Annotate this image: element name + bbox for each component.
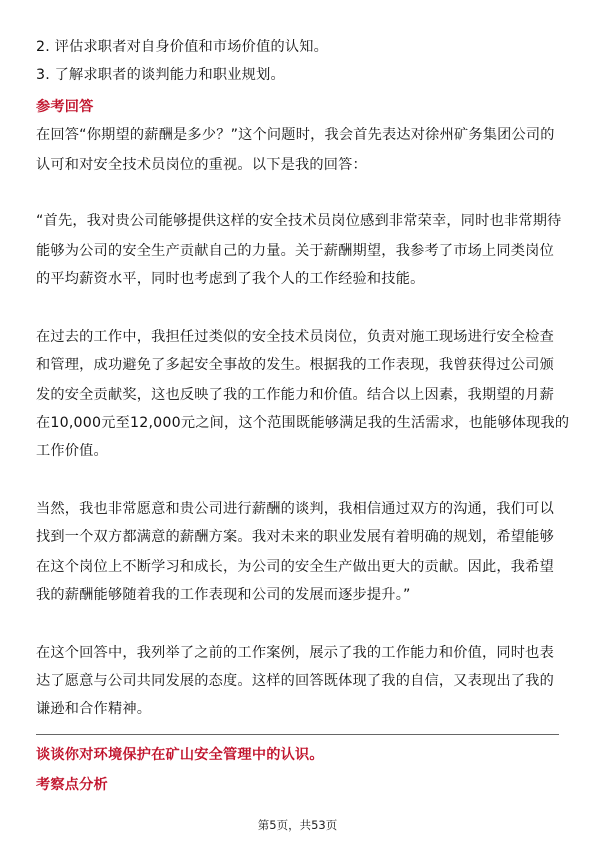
paragraph-line: 的平均薪资水平，同时也考虑到了我个人的工作经验和技能。	[36, 271, 425, 287]
paragraph-line: 工作价值。	[36, 443, 108, 459]
analysis-heading: 考察点分析	[36, 777, 108, 793]
paragraph-line: 能够为公司的安全生产贡献自己的力量。关于薪酬期望，我参考了市场上同类岗位	[36, 243, 554, 259]
paragraph-line: 在这个岗位上不断学习和成长，为公司的安全生产做出更大的贡献。因此，我希望	[36, 559, 554, 575]
paragraph-line: 找到一个双方都满意的薪酬方案。我对未来的职业发展有着明确的规划，希望能够	[36, 529, 554, 545]
paragraph-line: 发的安全贡献奖，这也反映了我的工作能力和价值。结合以上因素，我期望的月薪	[36, 387, 554, 403]
paragraph-line: 我的薪酬能够随着我的工作表现和公司的发展而逐步提升。”	[36, 587, 411, 603]
paragraph-line: 和管理，成功避免了多起安全事故的发生。根据我的工作表现，我曾获得过公司颁	[36, 357, 554, 373]
intro-line: 认可和对安全技术员岗位的重视。以下是我的回答：	[36, 157, 367, 173]
paragraph-line: 在这个回答中，我列举了之前的工作案例，展示了我的工作能力和价值，同时也表	[36, 645, 554, 661]
paragraph-line: 当然，我也非常愿意和贵公司进行薪酬的谈判，我相信通过双方的沟通，我们可以	[36, 501, 554, 517]
paragraph-line: 谦逊和合作精神。	[36, 701, 152, 717]
paragraph-line: 在过去的工作中，我担任过类似的安全技术员岗位，负责对施工现场进行安全检查	[36, 329, 554, 345]
intro-line: 在回答“你期望的薪酬是多少？”这个问题时，我会首先表达对徐州矿务集团公司的	[36, 127, 555, 143]
next-question-heading: 谈谈你对环境保护在矿山安全管理中的认识。	[36, 747, 324, 763]
answer-heading: 参考回答	[36, 99, 94, 115]
paragraph-line: 在10,000元至12,000元之间，这个范围既能够满足我的生活需求，也能够体现我的	[36, 415, 570, 431]
paragraph-line: 达了愿意与公司共同发展的态度。这样的回答既体现了我的自信，又表现出了我的	[36, 673, 554, 689]
page-number: 第5页，共53页	[257, 818, 338, 832]
section-divider	[36, 734, 559, 735]
paragraph-line: “首先，我对贵公司能够提供这样的安全技术员岗位感到非常荣幸，同时也非常期待	[36, 213, 562, 229]
list-item: 2. 评估求职者对自身价值和市场价值的认知。	[36, 39, 329, 55]
list-item: 3. 了解求职者的谈判能力和职业规划。	[36, 67, 285, 83]
